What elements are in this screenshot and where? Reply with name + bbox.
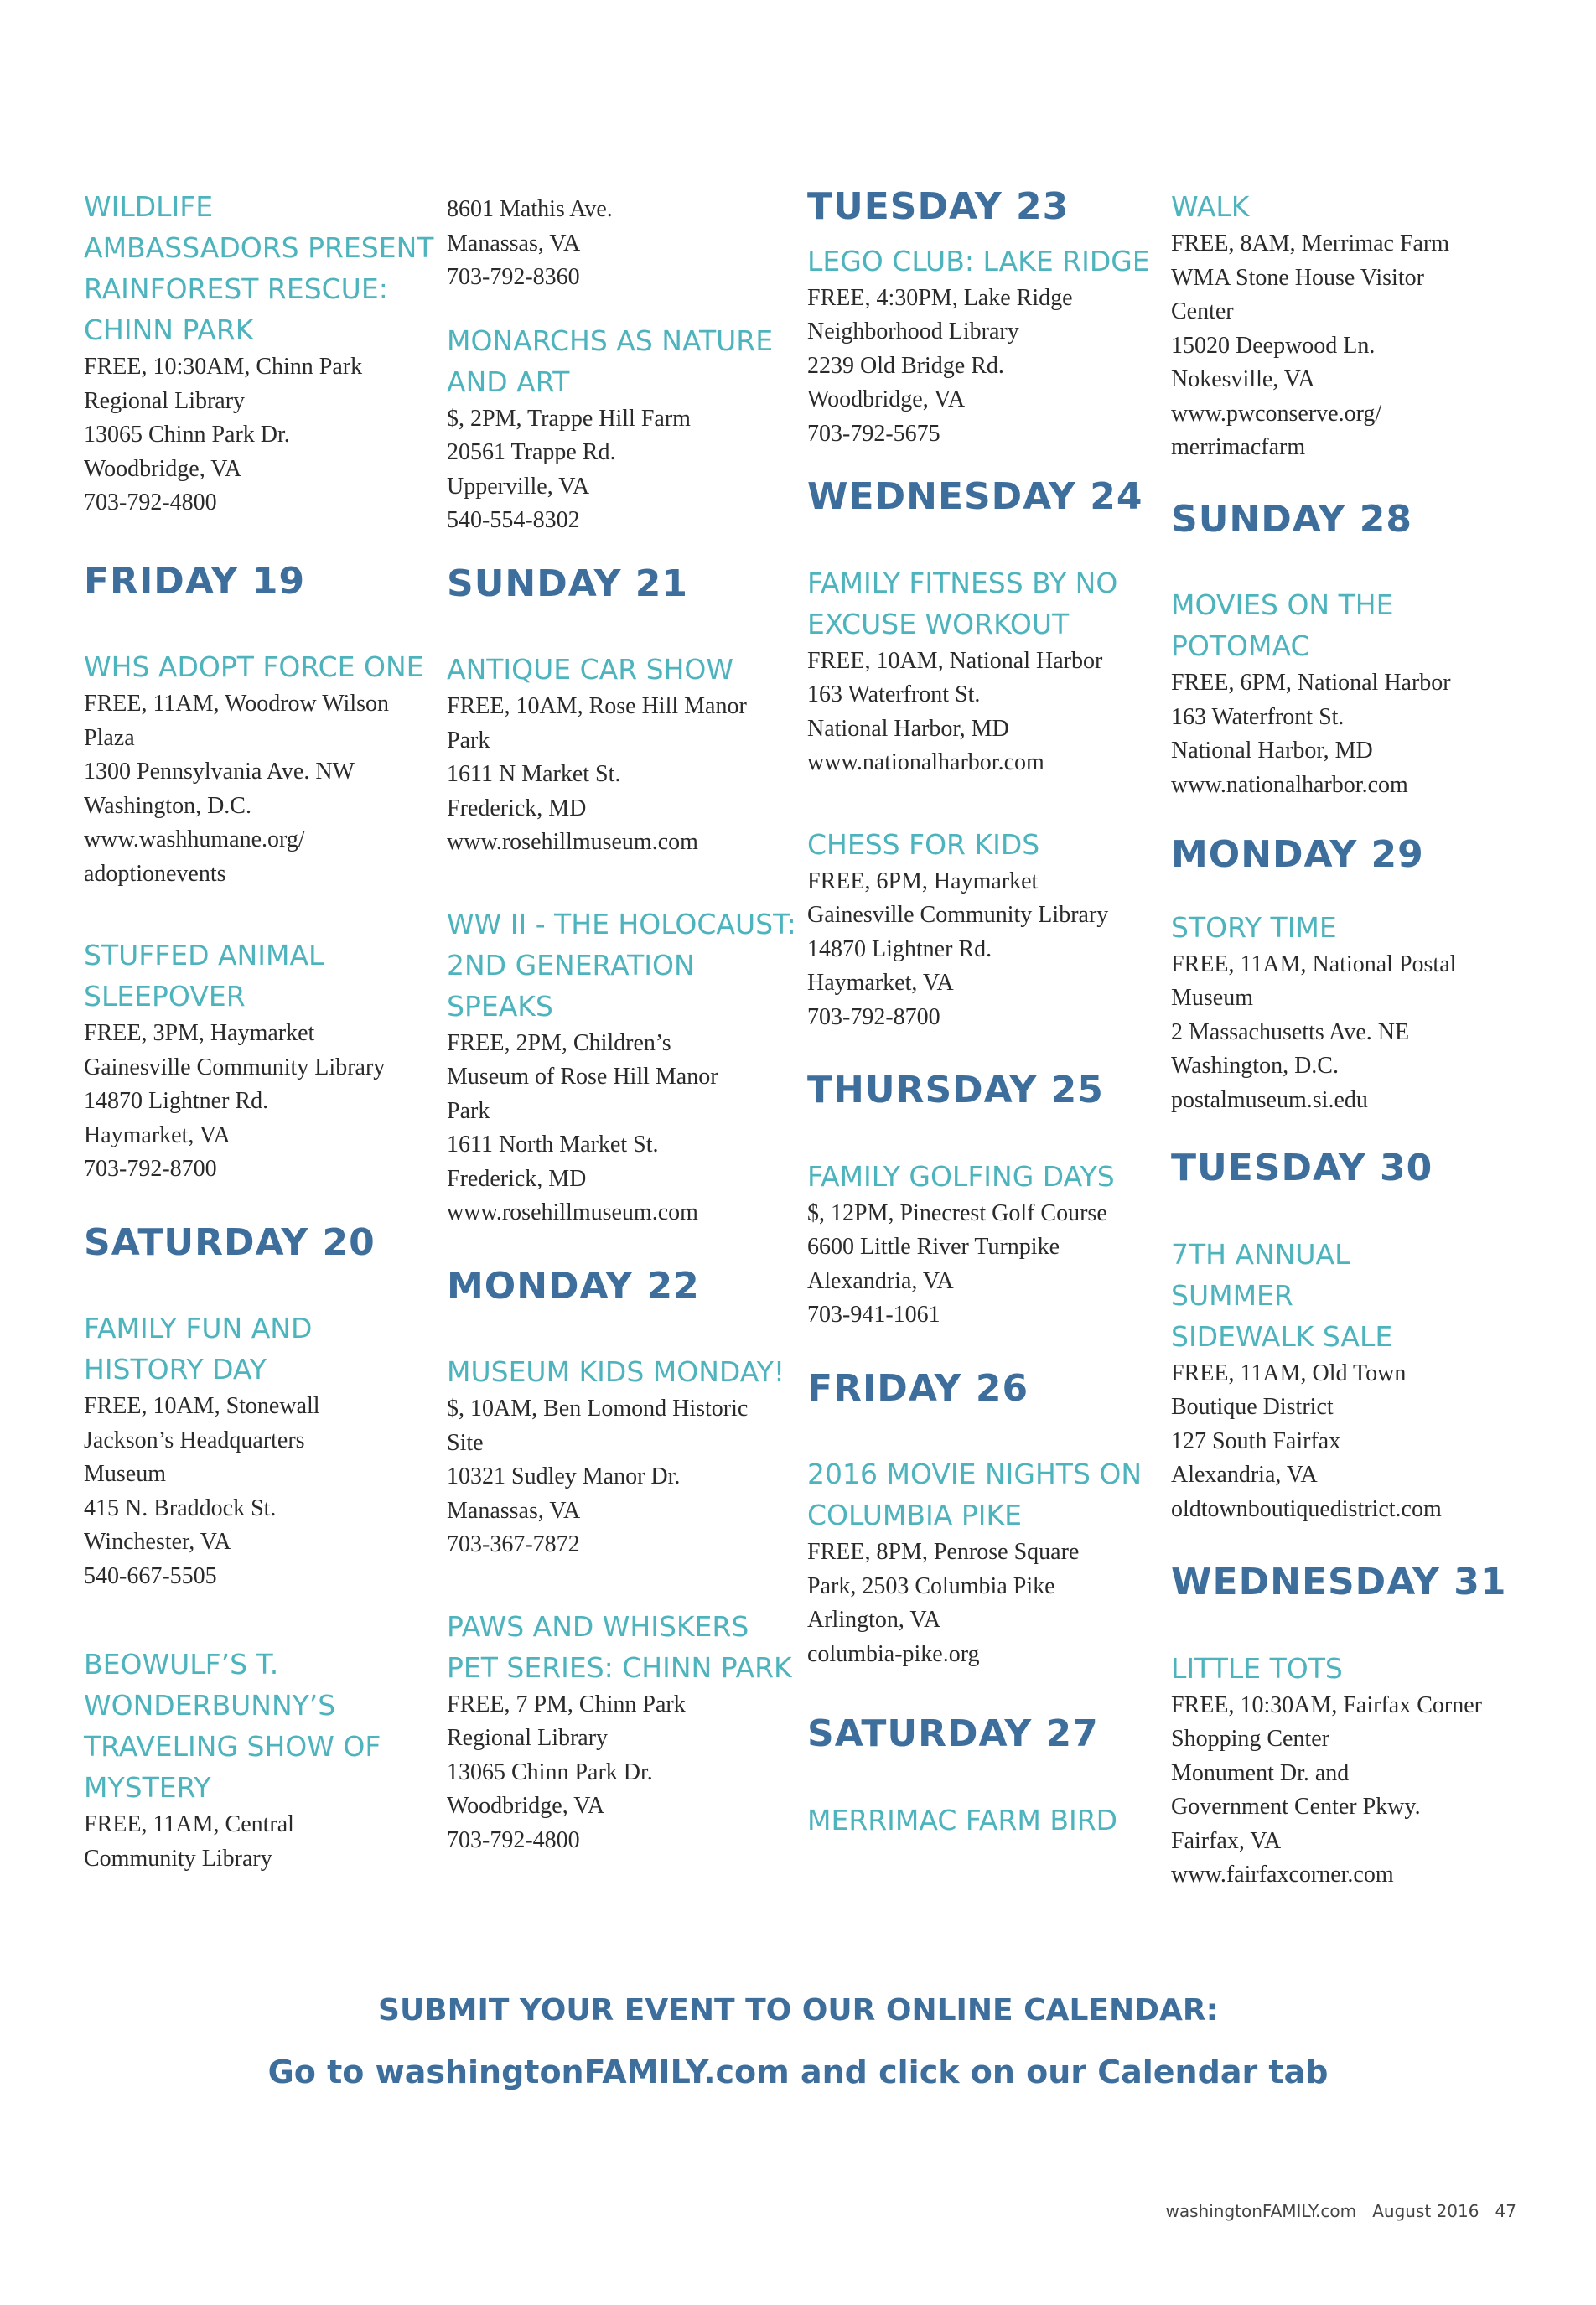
event-detail-line: Shopping Center: [1171, 1726, 1329, 1753]
event-detail-line: 20561 Trappe Rd.: [447, 439, 616, 465]
day-heading: MONDAY 29: [1171, 833, 1424, 877]
event-title-line: SIDEWALK SALE: [1171, 1319, 1393, 1353]
event-detail-line: Park: [447, 1097, 490, 1124]
event-detail-line: www.pwconserve.org/: [1171, 400, 1382, 427]
footer-page-number: 47: [1495, 2201, 1516, 2221]
event-title-line: SUMMER: [1171, 1278, 1293, 1312]
event-detail-line: FREE, 6PM, Haymarket: [807, 868, 1039, 894]
event-listing: [1171, 907, 1523, 1118]
event-title-line: ANTIQUE CAR SHOW: [447, 653, 734, 686]
day-heading: WEDNESDAY 31: [1171, 1561, 1507, 1604]
event-detail-line: 703-792-5675: [807, 420, 940, 447]
event-detail-line: 1300 Pennsylvania Ave. NW: [84, 759, 355, 785]
event-listing: [84, 1308, 436, 1593]
event-detail-line: Gainesville Community Library: [84, 1054, 386, 1080]
event-detail-line: postalmuseum.si.edu: [1171, 1086, 1368, 1113]
event-title-line: EXCUSE WORKOUT: [807, 607, 1070, 640]
event-detail-line: 6600 Little River Turnpike: [807, 1234, 1060, 1261]
event-detail-line: 13065 Chinn Park Dr.: [447, 1759, 653, 1785]
event-title-line: STUFFED ANIMAL: [84, 939, 324, 972]
day-heading: TUESDAY 23: [807, 185, 1070, 228]
event-detail-line: Community Library: [84, 1845, 272, 1872]
event-title-line: AND ART: [447, 365, 570, 398]
event-title-line: MOVIES ON THE: [1171, 588, 1394, 622]
event-detail-line: Arlington, VA: [807, 1607, 941, 1634]
event-detail-line: Gainesville Community Library: [807, 902, 1109, 929]
event-title-line: TRAVELING SHOW OF: [84, 1730, 381, 1764]
event-title-line: WHS ADOPT FORCE ONE: [84, 650, 424, 684]
event-detail-line: 8601 Mathis Ave.: [447, 196, 613, 222]
event-detail-line: Monument Dr. and: [1171, 1759, 1350, 1786]
event-detail-line: Washington, D.C.: [84, 792, 251, 819]
event-detail-line: adoptionevents: [84, 860, 226, 887]
calendar-column-3: [807, 186, 1159, 1841]
day-heading: FRIDAY 19: [84, 559, 306, 603]
event-title-line: MUSEUM KIDS MONDAY!: [447, 1355, 785, 1389]
event-detail-line: columbia-pike.org: [807, 1640, 980, 1667]
event-detail-line: 703-941-1061: [807, 1302, 940, 1329]
event-detail-line: Haymarket, VA: [84, 1121, 231, 1148]
day-heading: MONDAY 22: [447, 1264, 700, 1308]
event-detail-line: Museum of Rose Hill Manor: [447, 1064, 718, 1090]
event-listing: [1171, 186, 1523, 465]
event-detail-line: 127 South Fairfax: [1171, 1427, 1341, 1454]
event-detail-line: www.nationalharbor.com: [1171, 771, 1408, 798]
event-detail-line: www.fairfaxcorner.com: [1171, 1862, 1394, 1888]
day-heading: THURSDAY 25: [807, 1069, 1104, 1112]
calendar-column-4: [1171, 186, 1523, 1893]
event-detail-line: $, 10AM, Ben Lomond Historic: [447, 1396, 749, 1422]
event-listing: [447, 1351, 799, 1562]
event-detail-line: Jackson’s Headquarters: [84, 1427, 305, 1453]
event-detail-line: www.rosehillmuseum.com: [447, 1199, 698, 1226]
submit-event-heading: SUBMIT YOUR EVENT TO OUR ONLINE CALENDAR:: [378, 1993, 1218, 2028]
event-listing: [447, 320, 799, 538]
event-title-line: WW II - THE HOLOCAUST:: [447, 907, 796, 940]
event-detail-line: Center: [1171, 298, 1234, 324]
event-detail-line: Regional Library: [447, 1725, 609, 1752]
event-detail-line: Park, 2503 Columbia Pike: [807, 1572, 1055, 1599]
event-detail-line: 703-792-4800: [447, 1826, 580, 1853]
event-title-line: COLUMBIA PIKE: [807, 1499, 1022, 1532]
event-detail-line: 14870 Lightner Rd.: [84, 1088, 269, 1115]
event-detail-line: 15020 Deepwood Ln.: [1171, 332, 1376, 359]
event-detail-line: merrimacfarm: [1171, 434, 1306, 460]
event-detail-line: 703-367-7872: [447, 1531, 580, 1558]
event-listing: [447, 649, 799, 860]
event-detail-line: Alexandria, VA: [1171, 1462, 1318, 1489]
event-listing: [84, 646, 436, 891]
event-title-line: WONDERBUNNY’S: [84, 1689, 336, 1722]
event-title-line: MONARCHS AS NATURE: [447, 324, 774, 357]
event-listing: [807, 1800, 1159, 1841]
event-detail-line: Park: [447, 727, 490, 754]
day-heading: TUESDAY 30: [1171, 1147, 1433, 1190]
event-detail-line: FREE, 10:30AM, Chinn Park: [84, 354, 363, 380]
event-title-line: WALK: [1171, 190, 1250, 223]
event-detail-line: www.nationalharbor.com: [807, 749, 1044, 776]
event-title-line: MYSTERY: [84, 1771, 211, 1805]
event-detail-line: 14870 Lightner Rd.: [807, 935, 992, 962]
event-detail-line: $, 2PM, Trappe Hill Farm: [447, 405, 691, 432]
event-detail-line: National Harbor, MD: [807, 715, 1009, 742]
event-detail-line: Boutique District: [1171, 1394, 1334, 1421]
event-detail-line: FREE, 10AM, Stonewall: [84, 1393, 320, 1420]
event-detail-line: Frederick, MD: [447, 795, 587, 821]
event-detail-line: 2239 Old Bridge Rd.: [807, 352, 1004, 379]
event-detail-line: 1611 North Market St.: [447, 1132, 659, 1158]
event-detail-line: $, 12PM, Pinecrest Golf Course: [807, 1199, 1107, 1226]
event-detail-line: FREE, 10:30AM, Fairfax Corner: [1171, 1691, 1482, 1718]
event-title-line: PAWS AND WHISKERS: [447, 1609, 749, 1643]
event-listing: [1171, 584, 1523, 802]
event-detail-line: 10321 Sudley Manor Dr.: [447, 1463, 681, 1490]
event-detail-line: 703-792-8700: [84, 1156, 217, 1183]
event-detail-line: Manassas, VA: [447, 230, 581, 256]
event-detail-line: FREE, 2PM, Children’s: [447, 1029, 671, 1056]
day-heading: SUNDAY 21: [447, 562, 689, 605]
event-title-line: CHINN PARK: [84, 313, 254, 346]
event-detail-line: FREE, 10AM, Rose Hill Manor: [447, 693, 747, 720]
event-detail-line: Museum: [1171, 985, 1253, 1012]
event-detail-line: 415 N. Braddock St.: [84, 1494, 277, 1521]
event-detail-line: www.washhumane.org/: [84, 826, 305, 853]
event-detail-line: 540-667-5505: [84, 1562, 217, 1589]
calendar-column-2: [447, 186, 799, 1857]
event-detail-line: oldtownboutiquedistrict.com: [1171, 1495, 1442, 1522]
event-title-line: 2ND GENERATION: [447, 948, 695, 982]
event-title-line: SPEAKS: [447, 989, 553, 1023]
event-listing: [807, 1156, 1159, 1333]
event-detail-line: FREE, 10AM, National Harbor: [807, 647, 1103, 674]
event-title-line: 2016 MOVIE NIGHTS ON: [807, 1458, 1143, 1491]
event-detail-line: Upperville, VA: [447, 473, 590, 500]
event-detail-line: 13065 Chinn Park Dr.: [84, 422, 290, 448]
event-title-line: FAMILY FUN AND: [84, 1312, 313, 1345]
event-listing: [84, 935, 436, 1187]
event-title-line: RAINFOREST RESCUE:: [84, 272, 388, 305]
submit-event-instruction: Go to washingtonFAMILY.com and click on our Calendar tab: [267, 2054, 1329, 2090]
event-detail-line: Haymarket, VA: [807, 970, 954, 997]
event-detail-line: Museum: [84, 1461, 166, 1488]
event-detail-line: FREE, 7 PM, Chinn Park: [447, 1691, 686, 1717]
event-listing: [1171, 1648, 1523, 1893]
event-title-line: PET SERIES: CHINN PARK: [447, 1650, 792, 1684]
event-listing: [1171, 1234, 1523, 1527]
event-continuation: [447, 193, 799, 295]
day-heading: FRIDAY 26: [807, 1366, 1029, 1410]
event-detail-line: Regional Library: [84, 387, 246, 414]
event-listing: [807, 241, 1159, 452]
event-title-line: FAMILY GOLFING DAYS: [807, 1159, 1115, 1193]
event-detail-line: 703-792-8700: [807, 1003, 940, 1030]
event-detail-line: 163 Waterfront St.: [1171, 703, 1345, 730]
event-title-line: HISTORY DAY: [84, 1353, 267, 1386]
event-title-line: STORY TIME: [1171, 910, 1337, 944]
event-listing: [84, 1644, 436, 1876]
event-detail-line: 1611 N Market St.: [447, 761, 621, 788]
event-detail-line: FREE, 8PM, Penrose Square: [807, 1539, 1080, 1566]
event-detail-line: Nokesville, VA: [1171, 366, 1315, 392]
page-footer: [1166, 2201, 1516, 2221]
event-detail-line: Neighborhood Library: [807, 319, 1019, 345]
footer-site: washingtonFAMILY.com: [1165, 2201, 1357, 2221]
event-detail-line: Government Center Pkwy.: [1171, 1794, 1421, 1821]
event-title-line: POTOMAC: [1171, 629, 1310, 663]
event-detail-line: Woodbridge, VA: [84, 455, 242, 482]
event-listing: [807, 562, 1159, 780]
day-heading: SATURDAY 27: [807, 1712, 1099, 1756]
event-title-line: LITTLE TOTS: [1171, 1651, 1343, 1685]
event-detail-line: 703-792-8360: [447, 264, 580, 290]
event-detail-line: Alexandria, VA: [807, 1267, 954, 1294]
event-title-line: AMBASSADORS PRESENT: [84, 231, 434, 264]
event-detail-line: Woodbridge, VA: [447, 1793, 605, 1820]
event-detail-line: FREE, 3PM, Haymarket: [84, 1020, 315, 1047]
event-detail-line: Winchester, VA: [84, 1529, 231, 1556]
event-listing: [447, 904, 799, 1230]
event-title-line: BEOWULF’S T.: [84, 1648, 279, 1681]
event-title-line: CHESS FOR KIDS: [807, 827, 1040, 861]
event-title-line: SLEEPOVER: [84, 980, 246, 1013]
event-detail-line: FREE, 11AM, Central: [84, 1811, 294, 1838]
event-detail-line: Plaza: [84, 724, 135, 751]
event-detail-line: FREE, 11AM, National Postal: [1171, 950, 1457, 977]
event-detail-line: FREE, 11AM, Woodrow Wilson: [84, 691, 390, 717]
event-listing: [807, 824, 1159, 1035]
day-heading: SUNDAY 28: [1171, 497, 1413, 541]
event-detail-line: Fairfax, VA: [1171, 1827, 1282, 1854]
event-detail-line: Frederick, MD: [447, 1165, 587, 1192]
event-detail-line: www.rosehillmuseum.com: [447, 829, 698, 856]
event-detail-line: Washington, D.C.: [1171, 1053, 1339, 1080]
event-detail-line: FREE, 8AM, Merrimac Farm: [1171, 230, 1450, 256]
day-heading: WEDNESDAY 24: [807, 475, 1143, 519]
calendar-column-1: [84, 186, 436, 1876]
event-detail-line: Woodbridge, VA: [807, 386, 966, 413]
event-title-line: LEGO CLUB: LAKE RIDGE: [807, 244, 1150, 277]
footer-issue: August 2016: [1372, 2201, 1479, 2221]
event-title-line: WILDLIFE: [84, 190, 214, 223]
event-detail-line: 703-792-4800: [84, 489, 217, 515]
event-title-line: FAMILY FITNESS BY NO: [807, 566, 1118, 599]
event-listing: [807, 1453, 1159, 1671]
event-detail-line: FREE, 11AM, Old Town: [1171, 1360, 1407, 1386]
event-listing: [447, 1606, 799, 1858]
event-title-line: MERRIMAC FARM BIRD: [807, 1803, 1118, 1836]
event-title-line: 7TH ANNUAL: [1171, 1237, 1350, 1271]
event-detail-line: National Harbor, MD: [1171, 738, 1373, 764]
event-detail-line: Manassas, VA: [447, 1497, 581, 1524]
event-detail-line: 540-554-8302: [447, 507, 580, 533]
event-listing: [84, 186, 436, 521]
event-detail-line: 2 Massachusetts Ave. NE: [1171, 1018, 1410, 1045]
event-detail-line: FREE, 6PM, National Harbor: [1171, 670, 1451, 697]
event-detail-line: WMA Stone House Visitor: [1171, 264, 1424, 291]
day-heading: SATURDAY 20: [84, 1220, 376, 1264]
event-detail-line: FREE, 4:30PM, Lake Ridge: [807, 284, 1073, 311]
event-detail-line: 163 Waterfront St.: [807, 681, 981, 708]
event-detail-line: Site: [447, 1429, 484, 1456]
